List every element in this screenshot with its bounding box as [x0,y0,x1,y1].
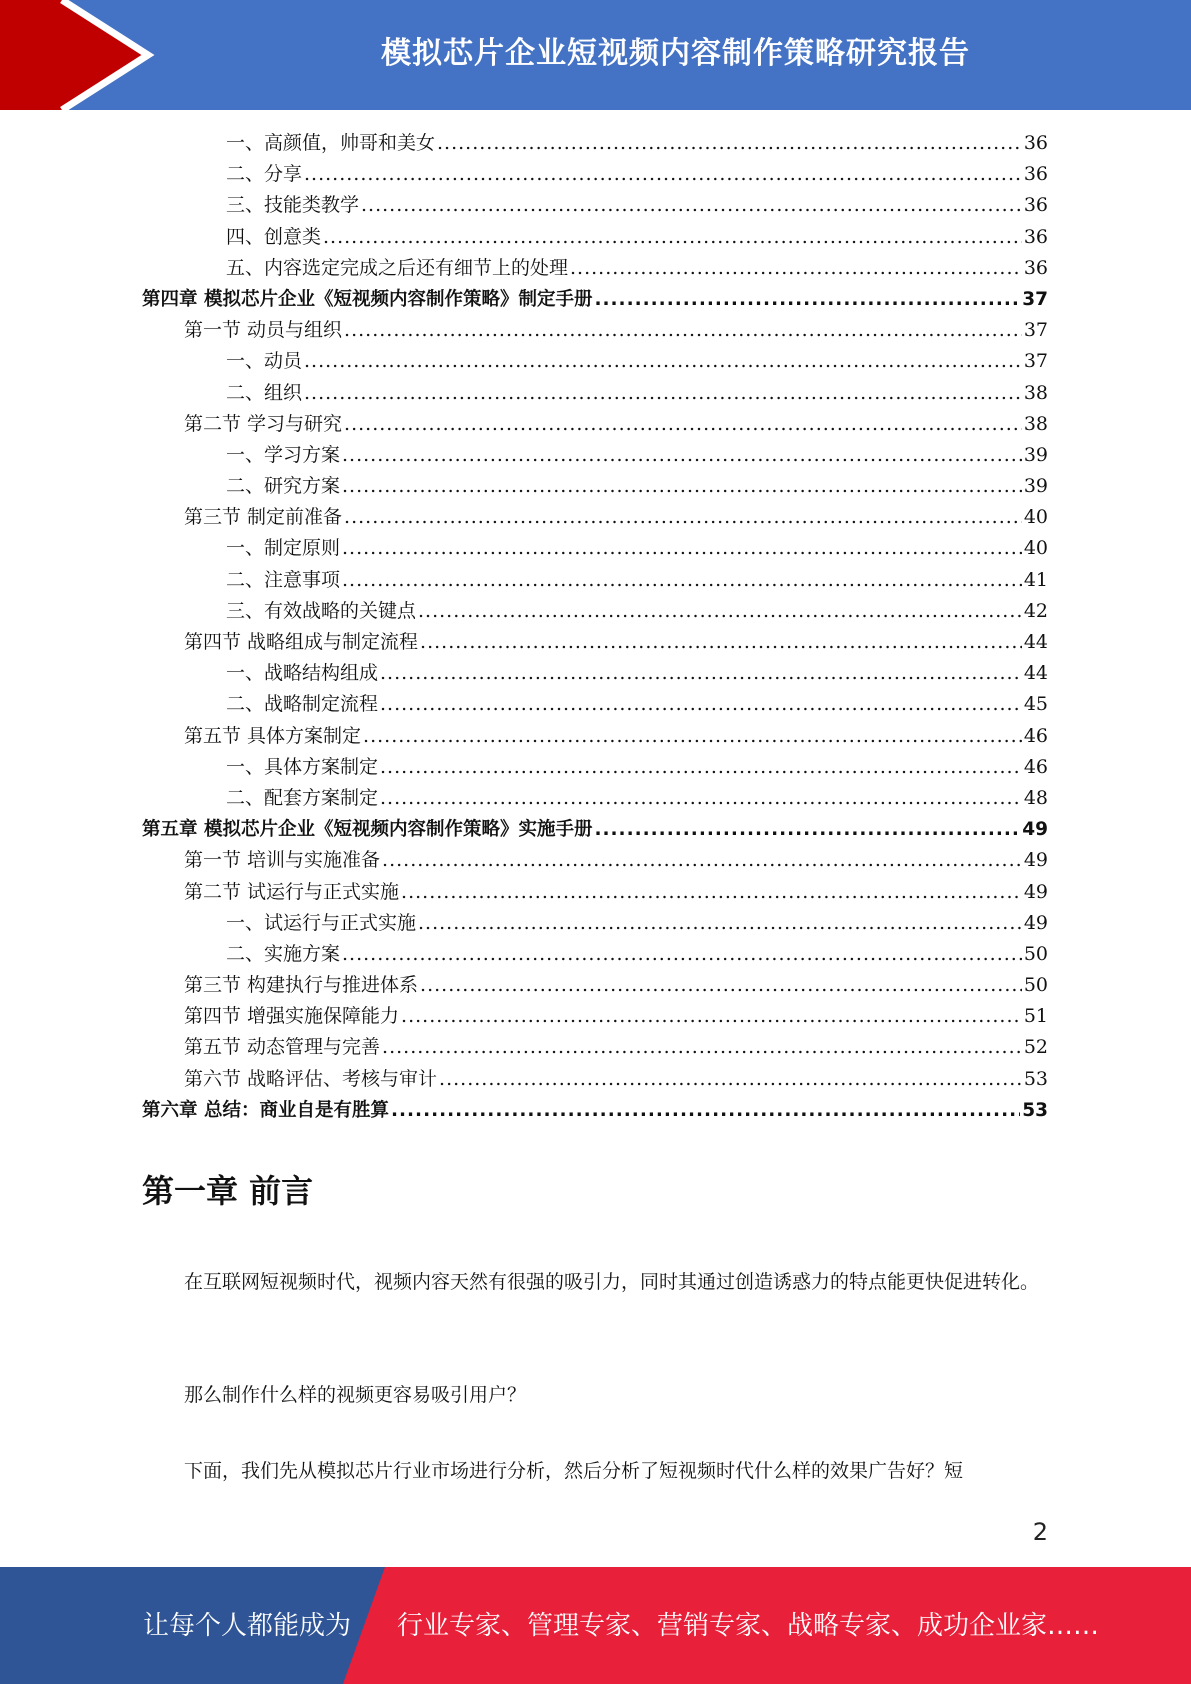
toc-entry[interactable] [142,627,1048,658]
toc-entry-page: 44 [1023,631,1048,653]
toc-entry-title: 第二节 试运行与正式实施 [184,880,400,903]
toc-entry[interactable] [142,222,1048,253]
toc-entry[interactable] [142,752,1048,783]
toc-entry-page: 37 [1023,319,1048,342]
toc-entry[interactable] [142,1032,1048,1063]
toc-entry-title: 第一节 培训与实施准备 [184,849,381,872]
toc-entry-page: 53 [1023,1067,1048,1090]
toc-entry[interactable] [142,315,1048,346]
toc-dot-leader [304,378,1022,409]
toc-entry-title: 三、技能类教学 [226,194,360,217]
toc-entry-page: 39 [1023,475,1048,498]
toc-dot-leader [380,658,1022,689]
toc-dot-leader [380,752,1022,783]
toc-entry[interactable] [142,128,1048,159]
toc-entry-title: 二、研究方案 [226,475,341,498]
toc-entry-title: 第五节 具体方案制定 [184,724,362,747]
toc-entry-page: 36 [1023,163,1048,186]
toc-entry-title: 一、试运行与正式实施 [226,911,417,934]
toc-dot-leader [594,284,1020,315]
footer-slogan-left: 让每个人都能成为 [143,1611,352,1641]
toc-entry-page: 45 [1023,693,1048,716]
toc-entry-page: 38 [1023,381,1048,404]
page-footer [0,1567,1191,1684]
toc-entry-title: 二、组织 [226,381,303,404]
toc-entry-page: 48 [1023,786,1048,809]
toc-entry[interactable] [142,471,1048,502]
toc-entry-title: 第六章 总结：商业自是有胜算 [142,1099,389,1121]
body-paragraph: 在互联网短视频时代，视频内容天然有很强的吸引力，同时其通过创造诱惑力的特点能更快促进转化。 [184,1271,1040,1293]
toc-entry-page: 49 [1023,911,1048,934]
toc-dot-leader [342,565,1022,596]
toc-entry-title: 第六节 战略评估、考核与审计 [184,1067,438,1090]
toc-dot-leader [382,845,1022,876]
toc-entry[interactable] [142,970,1048,1001]
toc-entry[interactable] [142,565,1048,596]
toc-dot-leader [361,190,1022,221]
toc-entry[interactable] [142,721,1048,752]
document-title: 模拟芯片企业短视频内容制作策略研究报告 [381,36,970,71]
toc-entry[interactable] [142,440,1048,471]
body-paragraph: 那么制作什么样的视频更容易吸引用户？ [184,1384,527,1406]
toc-entry[interactable] [142,689,1048,720]
toc-entry-title: 五、内容选定完成之后还有细节上的处理 [226,256,569,279]
toc-dot-leader [418,908,1022,939]
toc-dot-leader [342,440,1022,471]
toc-entry[interactable] [142,1064,1048,1095]
toc-entry-title: 第四节 战略组成与制定流程 [184,631,419,653]
toc-entry-title: 第二节 学习与研究 [184,412,343,435]
toc-dot-leader [342,471,1022,502]
toc-entry-page: 49 [1022,819,1048,841]
toc-dot-leader [401,877,1022,908]
toc-entry-page: 52 [1023,1036,1048,1059]
toc-entry-title: 一、学习方案 [226,443,341,466]
toc-dot-leader [363,721,1022,752]
toc-entry-title: 四、创意类 [226,225,322,248]
toc-entry[interactable] [142,346,1048,377]
toc-entry-title: 一、高颜值，帅哥和美女 [226,132,436,154]
toc-dot-leader [342,533,1022,564]
toc-entry[interactable] [142,908,1048,939]
header-arrow-decoration [0,0,160,110]
page-header [0,0,1191,110]
toc-entry-title: 三、有效战略的关键点 [226,599,417,622]
toc-entry[interactable] [142,658,1048,689]
toc-entry-title: 一、动员 [226,350,303,373]
toc-dot-leader [304,159,1022,190]
toc-entry-page: 46 [1023,724,1048,747]
toc-entry-title: 第三节 构建执行与推进体系 [184,974,419,997]
toc-entry-page: 46 [1023,755,1048,778]
toc-entry[interactable] [142,814,1048,845]
toc-entry-page: 40 [1023,537,1048,560]
toc-dot-leader [420,970,1022,1001]
toc-entry-page: 39 [1023,443,1048,466]
toc-entry-page: 42 [1023,599,1048,622]
toc-entry-title: 第三节 制定前准备 [184,506,343,529]
toc-dot-leader [380,689,1022,720]
toc-entry-page: 36 [1023,194,1048,217]
toc-entry[interactable] [142,533,1048,564]
toc-entry-title: 第四节 增强实施保障能力 [184,1005,400,1028]
toc-entry-page: 36 [1023,256,1048,279]
toc-dot-leader [570,253,1022,284]
toc-entry-page: 49 [1023,880,1048,903]
toc-entry[interactable] [142,1001,1048,1032]
toc-entry[interactable] [142,253,1048,284]
toc-entry[interactable] [142,378,1048,409]
toc-entry[interactable] [142,939,1048,970]
toc-entry-page: 38 [1023,412,1048,435]
toc-dot-leader [437,128,1022,159]
toc-entry-page: 36 [1023,132,1048,154]
toc-entry-title: 二、配套方案制定 [226,786,379,809]
toc-entry-title: 二、注意事项 [226,568,341,591]
toc-dot-leader [344,315,1022,346]
toc-entry-page: 50 [1023,974,1048,997]
toc-entry-page: 49 [1023,849,1048,872]
toc-entry-page: 36 [1023,225,1048,248]
toc-dot-leader [342,939,1022,970]
page-number: 2 [1032,1518,1048,1546]
toc-dot-leader [420,627,1022,658]
toc-dot-leader [380,783,1022,814]
chapter-heading: 第一章 前言 [142,1172,314,1210]
toc-entry-title: 二、实施方案 [226,942,341,965]
body-paragraph: 下面，我们先从模拟芯片行业市场进行分析，然后分析了短视频时代什么样的效果广告好？短 [184,1460,964,1482]
toc-entry[interactable] [142,877,1048,908]
toc-entry-page: 51 [1023,1005,1048,1028]
toc-entry[interactable] [142,845,1048,876]
toc-entry[interactable] [142,284,1048,315]
toc-entry[interactable] [142,596,1048,627]
toc-dot-leader [594,814,1020,845]
toc-dot-leader [304,346,1022,377]
toc-dot-leader [391,1095,1020,1126]
toc-entry-title: 第一节 动员与组织 [184,319,343,342]
toc-entry[interactable] [142,1095,1048,1126]
toc-entry-page: 53 [1022,1099,1048,1121]
toc-dot-leader [418,596,1022,627]
toc-dot-leader [323,222,1022,253]
toc-entry[interactable] [142,159,1048,190]
toc-entry[interactable] [142,783,1048,814]
toc-entry-title: 一、制定原则 [226,537,341,560]
toc-entry-title: 二、战略制定流程 [226,693,379,716]
toc-entry-page: 37 [1022,288,1048,310]
toc-entry-title: 第五节 动态管理与完善 [184,1036,381,1059]
toc-entry-title: 第四章 模拟芯片企业《短视频内容制作策略》制定手册 [142,288,593,310]
table-of-contents [142,128,1048,1126]
toc-dot-leader [344,409,1022,440]
toc-dot-leader [344,502,1022,533]
toc-entry-page: 40 [1023,506,1048,529]
toc-dot-leader [401,1001,1022,1032]
toc-entry-page: 44 [1023,662,1048,685]
toc-entry-title: 第五章 模拟芯片企业《短视频内容制作策略》实施手册 [142,819,593,841]
toc-entry-title: 一、战略结构组成 [226,662,379,685]
toc-entry[interactable] [142,190,1048,221]
footer-slogan-right: 行业专家、管理专家、营销专家、战略专家、成功企业家…… [397,1611,1100,1641]
toc-entry-page: 37 [1023,350,1048,373]
toc-entry-page: 50 [1023,942,1048,965]
toc-entry-page: 41 [1023,568,1048,591]
toc-entry[interactable] [142,409,1048,440]
toc-entry[interactable] [142,502,1048,533]
toc-dot-leader [439,1064,1022,1095]
toc-entry-title: 二、分享 [226,163,303,186]
toc-entry-title: 一、具体方案制定 [226,755,379,778]
toc-dot-leader [382,1032,1022,1063]
